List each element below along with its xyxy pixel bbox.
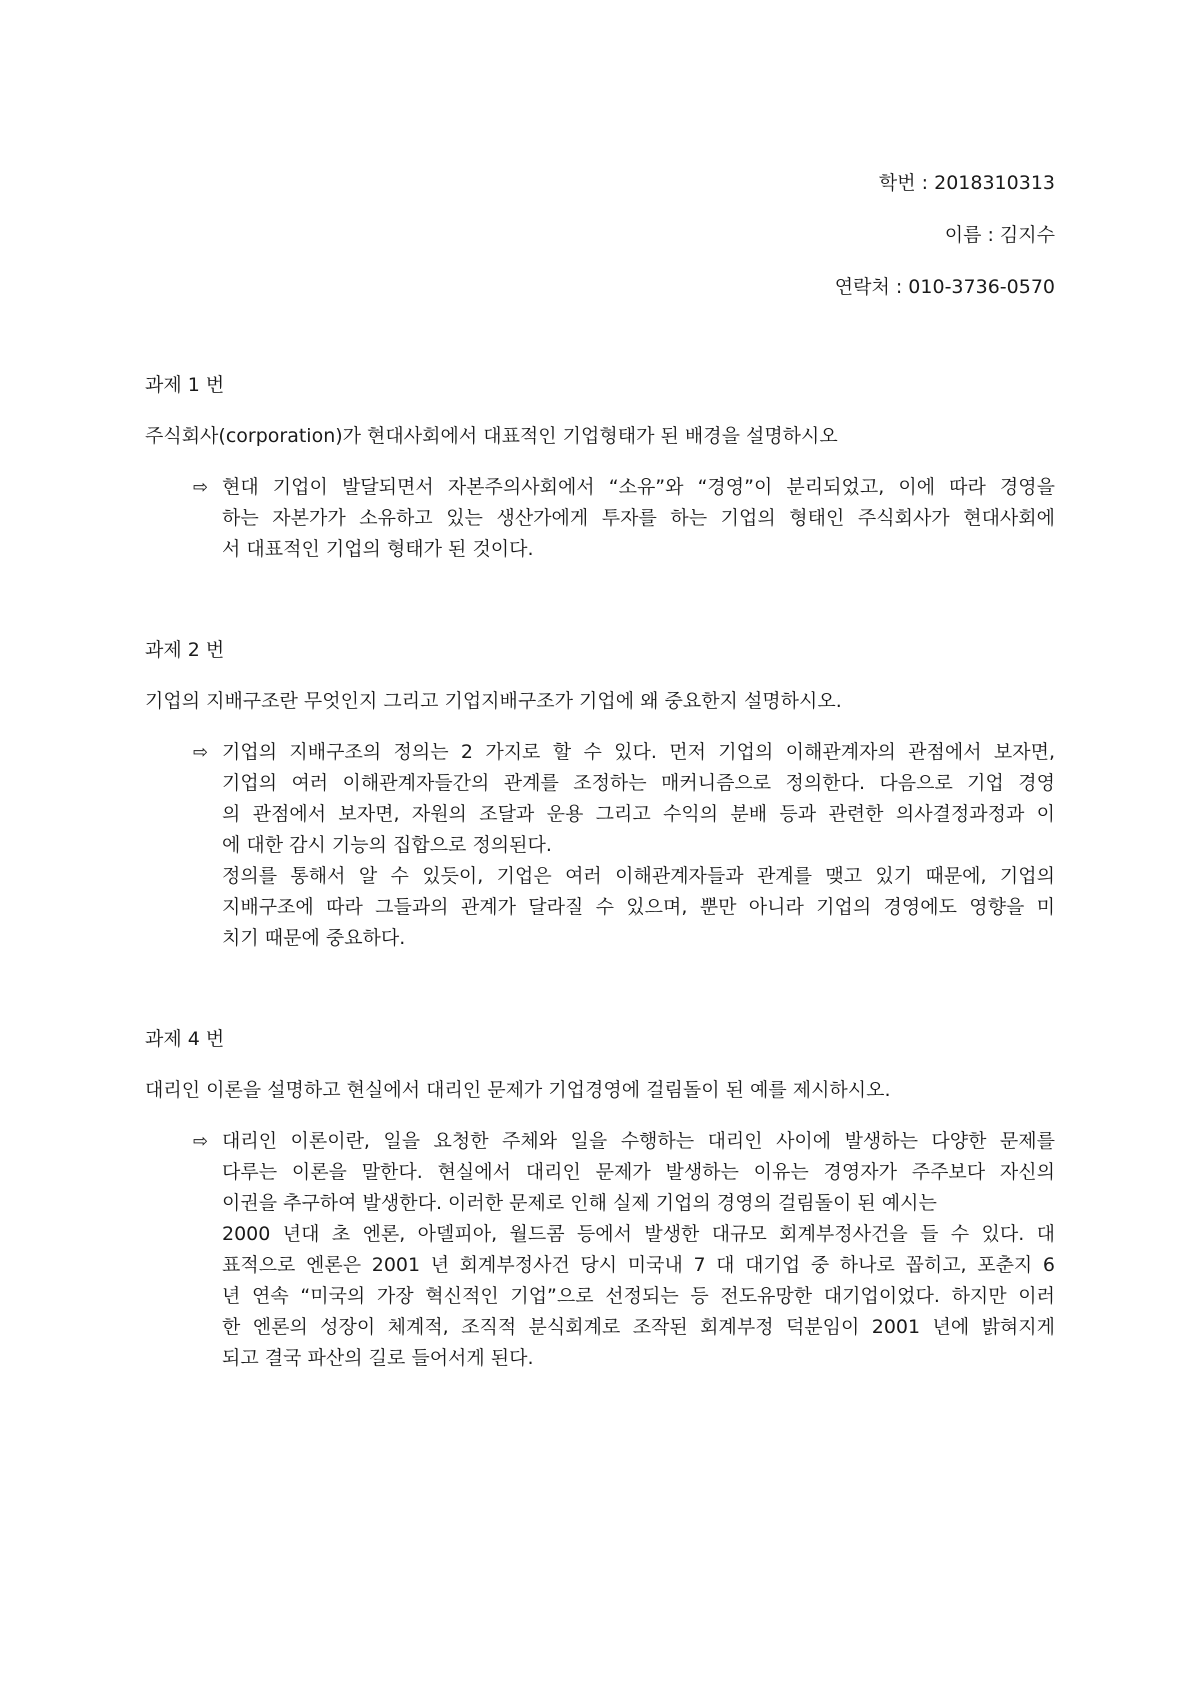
answer-line: 서 대표적인 기업의 형태가 된 것이다. <box>222 538 534 560</box>
question-text: 주식회사(corporation)가 현대사회에서 대표적인 기업형태가 된 배경을 설명하시오 <box>145 425 838 447</box>
answer-line: 정의를 통해서 알 수 있듯이, 기업은 여러 이해관계자들과 관계를 맺고 있기 때문에, 기업의 <box>222 865 1055 887</box>
answer-paragraph <box>222 472 1055 565</box>
answer-block <box>145 1126 1055 1374</box>
answer-line: 에 대한 감시 기능의 집합으로 정의된다. <box>222 834 552 856</box>
arrow-bullet-icon: ⇨ <box>193 742 209 763</box>
answer-paragraph <box>222 861 1055 954</box>
arrow-bullet-icon: ⇨ <box>193 477 209 498</box>
section-title: 과제 2 번 <box>145 639 225 661</box>
contact-line: 연락처 : 010-3736-0570 <box>834 276 1055 298</box>
arrow-bullet-icon: ⇨ <box>193 1131 209 1152</box>
answer-block <box>145 737 1055 954</box>
student-name-line: 이름 : 김지수 <box>944 224 1055 246</box>
answer-line: 2000 년대 초 엔론, 아델피아, 월드콤 등에서 발생한 대규모 회계부정사건을 들 수 있다. 대 <box>222 1223 1055 1245</box>
answer-block <box>145 472 1055 565</box>
answer-line: 치기 때문에 중요하다. <box>222 927 406 949</box>
answer-line: 기업의 여러 이해관계자들간의 관계를 조정하는 매커니즘으로 정의한다. 다음으로 기업 경영 <box>222 772 1055 794</box>
question-text: 기업의 지배구조란 무엇인지 그리고 기업지배구조가 기업에 왜 중요한지 설명하시오. <box>145 690 842 712</box>
student-info-header <box>145 168 1055 303</box>
question-text: 대리인 이론을 설명하고 현실에서 대리인 문제가 기업경영에 걸림돌이 된 예를 제시하시오. <box>145 1079 891 1101</box>
assignment-section-4 <box>145 1024 1055 1374</box>
answer-line: 기업의 지배구조의 정의는 2 가지로 할 수 있다. 먼저 기업의 이해관계자의 관점에서 보자면, <box>222 741 1055 763</box>
answer-paragraph <box>222 1126 1055 1374</box>
answer-paragraph <box>222 737 1055 861</box>
answer-line: 현대 기업이 발달되면서 자본주의사회에서 “소유”와 “경영”이 분리되었고, 이에 따라 경영을 <box>222 476 1055 498</box>
answer-line: 대리인 이론이란, 일을 요청한 주체와 일을 수행하는 대리인 사이에 발생하는 다양한 문제를 <box>222 1130 1055 1152</box>
section-title: 과제 1 번 <box>145 374 225 396</box>
answer-line: 하는 자본가가 소유하고 있는 생산가에게 투자를 하는 기업의 형태인 주식회사가 현대사회에 <box>222 507 1055 529</box>
answer-line: 지배구조에 따라 그들과의 관계가 달라질 수 있으며, 뿐만 아니라 기업의 경영에도 영향을 미 <box>222 896 1055 918</box>
answer-line: 표적으로 엔론은 2001 년 회계부정사건 당시 미국내 7 대 대기업 중 하나로 꼽히고, 포춘지 6 <box>222 1254 1055 1276</box>
answer-line: 되고 결국 파산의 길로 들어서게 된다. <box>222 1347 534 1369</box>
answer-line: 다루는 이론을 말한다. 현실에서 대리인 문제가 발생하는 이유는 경영자가 주주보다 자신의 <box>222 1161 1055 1183</box>
section-title: 과제 4 번 <box>145 1028 225 1050</box>
assignment-section-2 <box>145 635 1055 954</box>
answer-line: 한 엔론의 성장이 체계적, 조직적 분식회계로 조작된 회계부정 덕분임이 2001 년에 밝혀지게 <box>222 1316 1055 1338</box>
assignment-section-1 <box>145 370 1055 565</box>
answer-line: 년 연속 “미국의 가장 혁신적인 기업”으로 선정되는 등 전도유망한 대기업이었다. 하지만 이러 <box>222 1285 1055 1307</box>
student-id-line: 학번 : 2018310313 <box>878 172 1055 194</box>
answer-line: 의 관점에서 보자면, 자원의 조달과 운용 그리고 수익의 분배 등과 관련한 의사결정과정과 이 <box>222 803 1055 825</box>
answer-line: 이권을 추구하여 발생한다. 이러한 문제로 인해 실제 기업의 경영의 걸림돌이 된 예시는 <box>222 1192 937 1214</box>
